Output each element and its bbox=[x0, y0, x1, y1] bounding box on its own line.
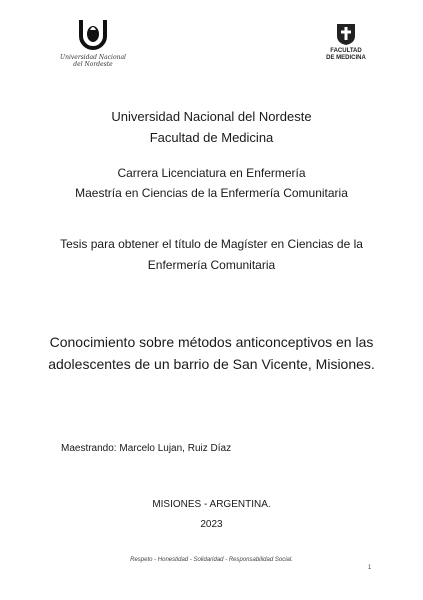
thesis-title-line-2: adolescentes de un barrio de San Vicente, Misiones. bbox=[48, 356, 375, 372]
footer-motto: Respeto - Honestidad - Solidaridad - Responsabilidad Social. bbox=[130, 557, 293, 563]
faculty-logo-text-1: FACULTAD bbox=[330, 48, 362, 54]
university-logo-text-1: Universidad Nacional bbox=[60, 54, 126, 61]
university-seal-icon bbox=[77, 18, 109, 52]
program-block bbox=[0, 163, 423, 203]
thesis-purpose-line-1: Tesis para obtener el título de Magíster en Ciencias de la bbox=[60, 237, 363, 251]
page-number: 1 bbox=[368, 565, 372, 571]
shield-crest-icon bbox=[335, 22, 357, 46]
thesis-purpose bbox=[0, 234, 423, 276]
university-logo bbox=[58, 18, 128, 76]
university-logo-text-2: del Nordeste bbox=[73, 61, 113, 68]
faculty-name: Facultad de Medicina bbox=[149, 130, 274, 145]
place: MISIONES - ARGENTINA. bbox=[152, 499, 271, 510]
year: 2023 bbox=[200, 519, 223, 530]
masters-name: Maestría en Ciencias de la Enfermería Comunitaria bbox=[75, 186, 348, 200]
institution-block bbox=[0, 106, 423, 148]
place-date-block bbox=[0, 495, 423, 535]
faculty-logo bbox=[316, 22, 376, 78]
thesis-title-line-1: Conocimiento sobre métodos anticonceptivos en las bbox=[49, 334, 374, 350]
author: Maestrando: Marcelo Lujan, Ruiz Díaz bbox=[61, 443, 232, 454]
thesis-purpose-line-2: Enfermería Comunitaria bbox=[147, 258, 276, 272]
faculty-logo-text-2: DE MEDICINA bbox=[326, 54, 366, 61]
career-name: Carrera Licenciatura en Enfermería bbox=[117, 166, 306, 180]
university-name: Universidad Nacional del Nordeste bbox=[111, 109, 312, 124]
thesis-title bbox=[0, 331, 423, 375]
